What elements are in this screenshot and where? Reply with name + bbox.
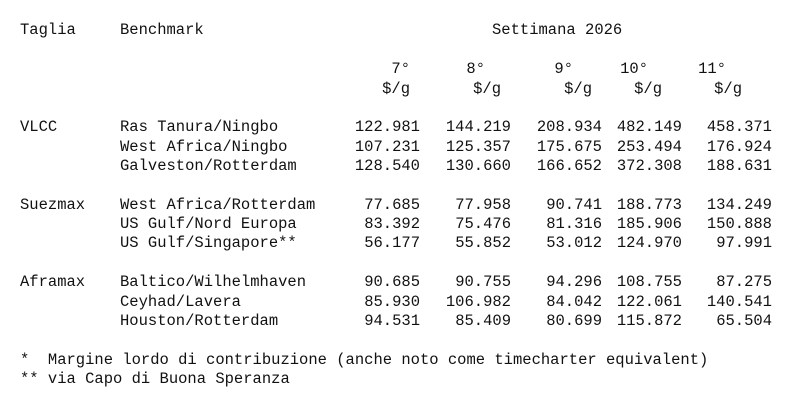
table-cell: 94.531 bbox=[364, 312, 420, 330]
table-cell: 90.685 bbox=[364, 273, 420, 291]
table-cell: 458.371 bbox=[706, 118, 772, 136]
table-cell: 77.958 bbox=[455, 196, 511, 214]
week-header-4: 10° bbox=[620, 60, 648, 78]
table-cell: 90.741 bbox=[546, 196, 602, 214]
table-cell: 150.888 bbox=[706, 215, 772, 233]
table-cell: 85.409 bbox=[455, 312, 511, 330]
table-cell: 77.685 bbox=[364, 196, 420, 214]
header-benchmark-label: Benchmark bbox=[120, 21, 204, 39]
route-label: Houston/Rotterdam bbox=[120, 312, 279, 330]
group-size-label: VLCC bbox=[20, 118, 58, 136]
unit-header-4: $/g bbox=[634, 80, 662, 98]
route-label: Ceyhad/Lavera bbox=[120, 293, 241, 311]
table-cell: 55.852 bbox=[455, 234, 511, 252]
table-cell: 106.982 bbox=[445, 293, 511, 311]
week-header-1: 7° bbox=[391, 60, 410, 78]
unit-header-5: $/g bbox=[714, 80, 742, 98]
week-header-2: 8° bbox=[466, 60, 485, 78]
table-cell: 175.675 bbox=[536, 138, 602, 156]
group-size-label: Suezmax bbox=[20, 196, 86, 214]
table-cell: 124.970 bbox=[616, 234, 682, 252]
header-week-label: Settimana 2026 bbox=[492, 21, 623, 39]
route-label: West Africa/Ningbo bbox=[120, 138, 288, 156]
table-cell: 75.476 bbox=[455, 215, 511, 233]
unit-header-1: $/g bbox=[382, 80, 410, 98]
table-cell: 80.699 bbox=[546, 312, 602, 330]
footnote-single-star: * Margine lordo di contribuzione (anche noto come timecharter equivalent) bbox=[20, 351, 709, 369]
table-cell: 130.660 bbox=[445, 157, 511, 175]
table-cell: 108.755 bbox=[616, 273, 682, 291]
table-cell: 166.652 bbox=[536, 157, 602, 175]
table-cell: 65.504 bbox=[716, 312, 772, 330]
table-cell: 128.540 bbox=[354, 157, 420, 175]
table-cell: 94.296 bbox=[546, 273, 602, 291]
route-label: US Gulf/Singapore** bbox=[120, 234, 297, 252]
table-cell: 122.981 bbox=[354, 118, 420, 136]
table-cell: 185.906 bbox=[616, 215, 682, 233]
route-label: West Africa/Rotterdam bbox=[120, 196, 316, 214]
table-cell: 372.308 bbox=[616, 157, 682, 175]
table-cell: 87.275 bbox=[716, 273, 772, 291]
table-cell: 134.249 bbox=[706, 196, 772, 214]
route-label: US Gulf/Nord Europa bbox=[120, 215, 297, 233]
table-cell: 115.872 bbox=[616, 312, 682, 330]
table-cell: 122.061 bbox=[616, 293, 682, 311]
table-cell: 176.924 bbox=[706, 138, 772, 156]
week-header-5: 11° bbox=[698, 60, 726, 78]
table-cell: 56.177 bbox=[364, 234, 420, 252]
table-cell: 253.494 bbox=[616, 138, 682, 156]
unit-header-2: $/g bbox=[473, 80, 501, 98]
table-cell: 144.219 bbox=[445, 118, 511, 136]
table-cell: 107.231 bbox=[354, 138, 420, 156]
table-cell: 188.631 bbox=[706, 157, 772, 175]
table-cell: 90.755 bbox=[455, 273, 511, 291]
route-label: Ras Tanura/Ningbo bbox=[120, 118, 279, 136]
table-cell: 97.991 bbox=[716, 234, 772, 252]
unit-header-3: $/g bbox=[564, 80, 592, 98]
table-cell: 188.773 bbox=[616, 196, 682, 214]
footnote-double-star: ** via Capo di Buona Speranza bbox=[20, 370, 290, 388]
week-header-3: 9° bbox=[554, 60, 573, 78]
table-cell: 85.930 bbox=[364, 293, 420, 311]
header-size-label: Taglia bbox=[20, 21, 76, 39]
table-cell: 140.541 bbox=[706, 293, 772, 311]
table-cell: 53.012 bbox=[546, 234, 602, 252]
table-cell: 208.934 bbox=[536, 118, 602, 136]
group-size-label: Aframax bbox=[20, 273, 86, 291]
table-cell: 83.392 bbox=[364, 215, 420, 233]
route-label: Galveston/Rotterdam bbox=[120, 157, 297, 175]
table-cell: 81.316 bbox=[546, 215, 602, 233]
table-cell: 482.149 bbox=[616, 118, 682, 136]
route-label: Baltico/Wilhelmhaven bbox=[120, 273, 307, 291]
table-cell: 125.357 bbox=[445, 138, 511, 156]
table-cell: 84.042 bbox=[546, 293, 602, 311]
